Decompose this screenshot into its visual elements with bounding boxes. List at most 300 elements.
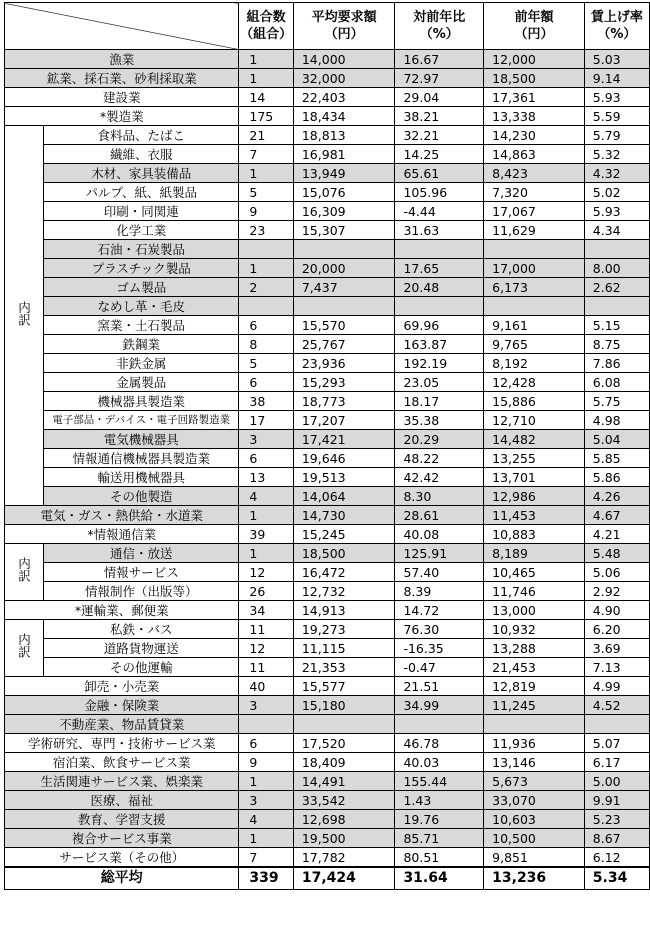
industry-name: *情報通信業: [5, 525, 239, 544]
yoy-cell: -4.44: [395, 202, 484, 221]
avg-request-cell: [293, 297, 395, 316]
prev-amount-cell: 8,189: [484, 544, 585, 563]
prev-amount-cell: 11,746: [484, 582, 585, 601]
count-cell: 1: [239, 544, 293, 563]
total-avg-request: 17,424: [293, 867, 395, 890]
avg-request-cell: 14,000: [293, 50, 395, 69]
avg-request-cell: 12,698: [293, 810, 395, 829]
count-cell: 1: [239, 829, 293, 848]
header-yoy: 対前年比 （%）: [395, 3, 484, 50]
yoy-cell: 125.91: [395, 544, 484, 563]
prev-amount-cell: 13,255: [484, 449, 585, 468]
raise-rate-cell: 4.26: [584, 487, 649, 506]
count-cell: 5: [239, 183, 293, 202]
yoy-cell: 32.21: [395, 126, 484, 145]
avg-request-cell: 16,472: [293, 563, 395, 582]
avg-request-cell: 21,353: [293, 658, 395, 677]
table-row: [5, 297, 650, 316]
table-row: [5, 164, 650, 183]
raise-rate-cell: 3.69: [584, 639, 649, 658]
table-row: [5, 525, 650, 544]
avg-request-cell: 20,000: [293, 259, 395, 278]
industry-name: *製造業: [5, 107, 239, 126]
count-cell: 6: [239, 316, 293, 335]
prev-amount-cell: 33,070: [484, 791, 585, 810]
table-row: [5, 392, 650, 411]
raise-rate-cell: 8.75: [584, 335, 649, 354]
raise-rate-cell: 5.75: [584, 392, 649, 411]
sub-industry-name: 金属製品: [44, 373, 239, 392]
sub-industry-name: 鉄鋼業: [44, 335, 239, 354]
table-row: [5, 145, 650, 164]
avg-request-cell: 18,813: [293, 126, 395, 145]
yoy-cell: 8.39: [395, 582, 484, 601]
yoy-cell: 80.51: [395, 848, 484, 868]
header-avg-request: 平均要求額 （円）: [293, 3, 395, 50]
yoy-cell: 23.05: [395, 373, 484, 392]
sub-industry-name: 繊維、衣服: [44, 145, 239, 164]
industry-name: 教育、学習支援: [5, 810, 239, 829]
table-row: [5, 696, 650, 715]
raise-rate-cell: 4.98: [584, 411, 649, 430]
prev-amount-cell: 6,173: [484, 278, 585, 297]
header-raise-rate: 賃上げ率 （%）: [584, 3, 649, 50]
table-row: [5, 202, 650, 221]
prev-amount-cell: 9,765: [484, 335, 585, 354]
count-cell: 9: [239, 753, 293, 772]
yoy-cell: 42.42: [395, 468, 484, 487]
count-cell: 1: [239, 506, 293, 525]
raise-rate-cell: 5.15: [584, 316, 649, 335]
sub-industry-name: 印刷・同関連: [44, 202, 239, 221]
diagonal-corner-cell: [5, 3, 239, 50]
table-row: [5, 373, 650, 392]
industry-name: 電気・ガス・熱供給・水道業: [5, 506, 239, 525]
avg-request-cell: 18,434: [293, 107, 395, 126]
count-cell: 1: [239, 164, 293, 183]
count-cell: 38: [239, 392, 293, 411]
prev-amount-cell: 14,230: [484, 126, 585, 145]
yoy-cell: -0.47: [395, 658, 484, 677]
table-row: [5, 278, 650, 297]
avg-request-cell: 7,437: [293, 278, 395, 297]
count-cell: 12: [239, 639, 293, 658]
raise-rate-cell: 5.59: [584, 107, 649, 126]
avg-request-cell: 22,403: [293, 88, 395, 107]
table-row: [5, 753, 650, 772]
yoy-cell: 21.51: [395, 677, 484, 696]
count-cell: 21: [239, 126, 293, 145]
avg-request-cell: 11,115: [293, 639, 395, 658]
yoy-cell: 34.99: [395, 696, 484, 715]
table-row: [5, 791, 650, 810]
industry-name: 卸売・小売業: [5, 677, 239, 696]
total-count: 339: [239, 867, 293, 890]
avg-request-cell: 25,767: [293, 335, 395, 354]
sub-industry-name: 電気機械器具: [44, 430, 239, 449]
prev-amount-cell: [484, 240, 585, 259]
prev-amount-cell: 11,453: [484, 506, 585, 525]
prev-amount-cell: 10,603: [484, 810, 585, 829]
yoy-cell: 29.04: [395, 88, 484, 107]
yoy-cell: [395, 715, 484, 734]
prev-amount-cell: 7,320: [484, 183, 585, 202]
yoy-cell: 57.40: [395, 563, 484, 582]
industry-name: *運輸業、郵便業: [5, 601, 239, 620]
prev-amount-cell: 14,482: [484, 430, 585, 449]
total-raise-rate: 5.34: [584, 867, 649, 890]
yoy-cell: 48.22: [395, 449, 484, 468]
table-row: [5, 107, 650, 126]
avg-request-cell: 32,000: [293, 69, 395, 88]
wage-table-container: [4, 2, 650, 890]
yoy-cell: 28.61: [395, 506, 484, 525]
raise-rate-cell: 5.93: [584, 202, 649, 221]
avg-request-cell: 18,773: [293, 392, 395, 411]
prev-amount-cell: 13,701: [484, 468, 585, 487]
count-cell: 3: [239, 430, 293, 449]
count-cell: 11: [239, 658, 293, 677]
total-prev-amount: 13,236: [484, 867, 585, 890]
avg-request-cell: 15,076: [293, 183, 395, 202]
count-cell: 1: [239, 69, 293, 88]
prev-amount-cell: 9,851: [484, 848, 585, 868]
prev-amount-cell: 8,423: [484, 164, 585, 183]
table-row: [5, 658, 650, 677]
count-cell: 40: [239, 677, 293, 696]
prev-amount-cell: 11,936: [484, 734, 585, 753]
count-cell: 6: [239, 449, 293, 468]
uchiwake-side-label: 内訳: [5, 126, 44, 506]
sub-industry-name: 通信・放送: [44, 544, 239, 563]
yoy-cell: 85.71: [395, 829, 484, 848]
table-body: [5, 50, 650, 890]
yoy-cell: 35.38: [395, 411, 484, 430]
avg-request-cell: 16,981: [293, 145, 395, 164]
raise-rate-cell: 9.91: [584, 791, 649, 810]
industry-name: サービス業（その他）: [5, 848, 239, 868]
avg-request-cell: 19,646: [293, 449, 395, 468]
avg-request-cell: 16,309: [293, 202, 395, 221]
table-row: [5, 563, 650, 582]
yoy-cell: 16.67: [395, 50, 484, 69]
table-row: [5, 50, 650, 69]
raise-rate-cell: [584, 240, 649, 259]
sub-industry-name: 窯業・土石製品: [44, 316, 239, 335]
avg-request-cell: 14,064: [293, 487, 395, 506]
count-cell: 12: [239, 563, 293, 582]
table-row: [5, 430, 650, 449]
avg-request-cell: 13,949: [293, 164, 395, 183]
yoy-cell: 17.65: [395, 259, 484, 278]
yoy-cell: 19.76: [395, 810, 484, 829]
raise-rate-cell: 5.02: [584, 183, 649, 202]
count-cell: 6: [239, 373, 293, 392]
table-row: [5, 677, 650, 696]
table-row: [5, 126, 650, 145]
count-cell: 6: [239, 734, 293, 753]
yoy-cell: 20.48: [395, 278, 484, 297]
avg-request-cell: 18,409: [293, 753, 395, 772]
raise-rate-cell: 2.92: [584, 582, 649, 601]
avg-request-cell: 18,500: [293, 544, 395, 563]
yoy-cell: 40.08: [395, 525, 484, 544]
raise-rate-cell: 4.32: [584, 164, 649, 183]
avg-request-cell: 17,421: [293, 430, 395, 449]
raise-rate-cell: [584, 297, 649, 316]
prev-amount-cell: 10,500: [484, 829, 585, 848]
yoy-cell: 38.21: [395, 107, 484, 126]
industry-name: 建設業: [5, 88, 239, 107]
sub-industry-name: 石油・石炭製品: [44, 240, 239, 259]
raise-rate-cell: 5.79: [584, 126, 649, 145]
table-row: [5, 715, 650, 734]
yoy-cell: 163.87: [395, 335, 484, 354]
sub-industry-name: 非鉄金属: [44, 354, 239, 373]
avg-request-cell: 33,542: [293, 791, 395, 810]
uchiwake-side-label: 内訳: [5, 544, 44, 601]
avg-request-cell: 19,273: [293, 620, 395, 639]
raise-rate-cell: 6.12: [584, 848, 649, 868]
yoy-cell: 31.63: [395, 221, 484, 240]
prev-amount-cell: 13,146: [484, 753, 585, 772]
avg-request-cell: 15,293: [293, 373, 395, 392]
count-cell: 17: [239, 411, 293, 430]
prev-amount-cell: 11,629: [484, 221, 585, 240]
count-cell: [239, 715, 293, 734]
avg-request-cell: 12,732: [293, 582, 395, 601]
prev-amount-cell: 13,338: [484, 107, 585, 126]
raise-rate-cell: 2.62: [584, 278, 649, 297]
yoy-cell: 20.29: [395, 430, 484, 449]
count-cell: 26: [239, 582, 293, 601]
count-cell: 34: [239, 601, 293, 620]
prev-amount-cell: 8,192: [484, 354, 585, 373]
avg-request-cell: 14,730: [293, 506, 395, 525]
count-cell: 3: [239, 791, 293, 810]
yoy-cell: 46.78: [395, 734, 484, 753]
prev-amount-cell: 11,245: [484, 696, 585, 715]
sub-industry-name: ゴム製品: [44, 278, 239, 297]
table-row: [5, 221, 650, 240]
table-row: [5, 582, 650, 601]
yoy-cell: -16.35: [395, 639, 484, 658]
sub-industry-name: 情報サービス: [44, 563, 239, 582]
industry-name: 医療、福祉: [5, 791, 239, 810]
raise-rate-cell: 4.99: [584, 677, 649, 696]
sub-industry-name: プラスチック製品: [44, 259, 239, 278]
uchiwake-side-label: 内訳: [5, 620, 44, 677]
industry-name: 鉱業、採石業、砂利採取業: [5, 69, 239, 88]
raise-rate-cell: 5.32: [584, 145, 649, 164]
yoy-cell: 8.30: [395, 487, 484, 506]
sub-industry-name: 機械器具製造業: [44, 392, 239, 411]
raise-rate-cell: 7.86: [584, 354, 649, 373]
prev-amount-cell: 12,819: [484, 677, 585, 696]
count-cell: 13: [239, 468, 293, 487]
avg-request-cell: 15,570: [293, 316, 395, 335]
raise-rate-cell: 5.03: [584, 50, 649, 69]
yoy-cell: 105.96: [395, 183, 484, 202]
prev-amount-cell: 14,863: [484, 145, 585, 164]
avg-request-cell: 23,936: [293, 354, 395, 373]
raise-rate-cell: 4.34: [584, 221, 649, 240]
count-cell: [239, 297, 293, 316]
sub-industry-name: 情報通信機械器具製造業: [44, 449, 239, 468]
prev-amount-cell: 17,067: [484, 202, 585, 221]
avg-request-cell: 15,245: [293, 525, 395, 544]
count-cell: 7: [239, 145, 293, 164]
prev-amount-cell: 10,465: [484, 563, 585, 582]
prev-amount-cell: 5,673: [484, 772, 585, 791]
prev-amount-cell: 12,986: [484, 487, 585, 506]
industry-name: 金融・保険業: [5, 696, 239, 715]
table-row: [5, 88, 650, 107]
avg-request-cell: 19,513: [293, 468, 395, 487]
prev-amount-cell: 21,453: [484, 658, 585, 677]
table-row: [5, 240, 650, 259]
raise-rate-cell: 5.07: [584, 734, 649, 753]
table-row: [5, 544, 650, 563]
industry-name: 宿泊業、飲食サービス業: [5, 753, 239, 772]
count-cell: 14: [239, 88, 293, 107]
industry-name: 複合サービス事業: [5, 829, 239, 848]
sub-industry-name: 私鉄・バス: [44, 620, 239, 639]
prev-amount-cell: 17,000: [484, 259, 585, 278]
table-row: [5, 335, 650, 354]
prev-amount-cell: 18,500: [484, 69, 585, 88]
prev-amount-cell: 13,288: [484, 639, 585, 658]
sub-industry-name: 化学工業: [44, 221, 239, 240]
count-cell: 5: [239, 354, 293, 373]
count-cell: 1: [239, 50, 293, 69]
table-row: [5, 810, 650, 829]
total-yoy: 31.64: [395, 867, 484, 890]
industry-name: 漁業: [5, 50, 239, 69]
sub-industry-name: 食料品、たばこ: [44, 126, 239, 145]
wage-table: [4, 2, 650, 890]
count-cell: 2: [239, 278, 293, 297]
sub-industry-name: 情報制作（出版等）: [44, 582, 239, 601]
total-label: 総平均: [5, 867, 239, 890]
header-prev-amount: 前年額 （円）: [484, 3, 585, 50]
table-row: [5, 772, 650, 791]
table-row: [5, 734, 650, 753]
raise-rate-cell: 4.52: [584, 696, 649, 715]
avg-request-cell: 17,782: [293, 848, 395, 868]
table-row: [5, 848, 650, 868]
table-row: [5, 259, 650, 278]
raise-rate-cell: 4.67: [584, 506, 649, 525]
prev-amount-cell: 12,710: [484, 411, 585, 430]
prev-amount-cell: 12,428: [484, 373, 585, 392]
count-cell: [239, 240, 293, 259]
yoy-cell: 76.30: [395, 620, 484, 639]
raise-rate-cell: 5.00: [584, 772, 649, 791]
yoy-cell: 18.17: [395, 392, 484, 411]
yoy-cell: 65.61: [395, 164, 484, 183]
yoy-cell: 1.43: [395, 791, 484, 810]
avg-request-cell: 15,180: [293, 696, 395, 715]
table-row: [5, 468, 650, 487]
prev-amount-cell: [484, 715, 585, 734]
prev-amount-cell: [484, 297, 585, 316]
count-cell: 7: [239, 848, 293, 868]
count-cell: 4: [239, 487, 293, 506]
raise-rate-cell: 5.06: [584, 563, 649, 582]
table-row: [5, 639, 650, 658]
count-cell: 39: [239, 525, 293, 544]
sub-industry-name: パルプ、紙、紙製品: [44, 183, 239, 202]
avg-request-cell: 15,307: [293, 221, 395, 240]
yoy-cell: 14.25: [395, 145, 484, 164]
sub-industry-name: 電子部品・デバイス・電子回路製造業: [44, 411, 239, 430]
yoy-cell: 192.19: [395, 354, 484, 373]
yoy-cell: 40.03: [395, 753, 484, 772]
count-cell: 11: [239, 620, 293, 639]
count-cell: 4: [239, 810, 293, 829]
count-cell: 9: [239, 202, 293, 221]
sub-industry-name: 輸送用機械器具: [44, 468, 239, 487]
count-cell: 3: [239, 696, 293, 715]
avg-request-cell: 19,500: [293, 829, 395, 848]
yoy-cell: [395, 297, 484, 316]
total-row: [5, 867, 650, 890]
table-row: [5, 487, 650, 506]
raise-rate-cell: 8.67: [584, 829, 649, 848]
table-row: [5, 449, 650, 468]
table-row: [5, 829, 650, 848]
avg-request-cell: 15,577: [293, 677, 395, 696]
prev-amount-cell: 17,361: [484, 88, 585, 107]
raise-rate-cell: 5.85: [584, 449, 649, 468]
raise-rate-cell: 6.20: [584, 620, 649, 639]
avg-request-cell: 14,491: [293, 772, 395, 791]
count-cell: 23: [239, 221, 293, 240]
raise-rate-cell: 4.90: [584, 601, 649, 620]
raise-rate-cell: 5.23: [584, 810, 649, 829]
table-row: [5, 316, 650, 335]
sub-industry-name: 道路貨物運送: [44, 639, 239, 658]
table-row: [5, 411, 650, 430]
raise-rate-cell: 5.93: [584, 88, 649, 107]
raise-rate-cell: 6.08: [584, 373, 649, 392]
avg-request-cell: [293, 240, 395, 259]
count-cell: 175: [239, 107, 293, 126]
yoy-cell: 72.97: [395, 69, 484, 88]
prev-amount-cell: 12,000: [484, 50, 585, 69]
raise-rate-cell: 4.21: [584, 525, 649, 544]
sub-industry-name: 木材、家具装備品: [44, 164, 239, 183]
raise-rate-cell: 5.04: [584, 430, 649, 449]
count-cell: 1: [239, 259, 293, 278]
yoy-cell: 69.96: [395, 316, 484, 335]
raise-rate-cell: 6.17: [584, 753, 649, 772]
raise-rate-cell: 5.48: [584, 544, 649, 563]
count-cell: 1: [239, 772, 293, 791]
header-row: [5, 3, 650, 50]
avg-request-cell: 17,207: [293, 411, 395, 430]
table-row: [5, 620, 650, 639]
raise-rate-cell: 9.14: [584, 69, 649, 88]
table-row: [5, 69, 650, 88]
header-count: 組合数 （組合）: [239, 3, 293, 50]
yoy-cell: 155.44: [395, 772, 484, 791]
yoy-cell: 14.72: [395, 601, 484, 620]
table-row: [5, 506, 650, 525]
raise-rate-cell: 5.86: [584, 468, 649, 487]
avg-request-cell: 17,520: [293, 734, 395, 753]
